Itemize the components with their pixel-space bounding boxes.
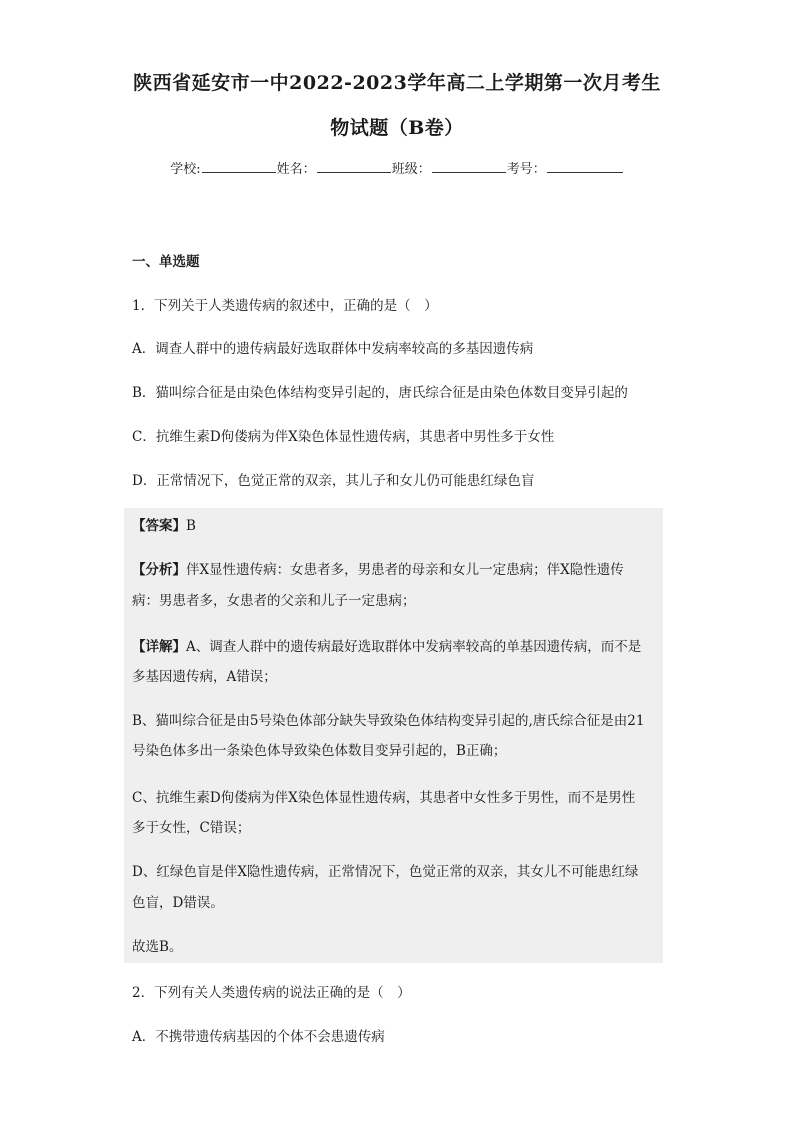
school-label: 学校: <box>170 162 201 177</box>
student-info-row <box>0 158 794 177</box>
detail-line-b2: 号染色体多出一条染色体导致染色体数目变异引起的，B正确； <box>132 743 507 759</box>
detail-label: 【详解】 <box>132 639 186 655</box>
analysis-line-1 <box>132 560 662 580</box>
detail-line-a2: 多基因遗传病，A错误； <box>132 669 277 685</box>
name-blank <box>317 160 391 173</box>
section-title: 一、单选题 <box>132 254 200 270</box>
name-label: 姓名： <box>276 162 316 177</box>
number-blank <box>547 160 623 173</box>
page-title-line2: 物试题（B卷） <box>330 117 464 139</box>
answer-line <box>132 516 662 536</box>
class-blank <box>432 160 506 173</box>
class-label: 班级： <box>391 162 431 177</box>
school-blank <box>202 160 276 173</box>
number-label: 考号： <box>506 162 546 177</box>
detail-line-d2: 色盲，D错误。 <box>132 895 224 911</box>
page-title-line1: 陕西省延安市一中2022-2023学年高二上学期第一次月考生 <box>133 72 661 94</box>
question-1-option-c: C．抗维生素D佝偻病为伴X染色体显性遗传病，其患者中男性多于女性 <box>132 429 555 445</box>
detail-line-c2: 多于女性，C错误； <box>132 820 251 836</box>
detail-line-c1: C、抗维生素D佝偻病为伴X染色体显性遗传病，其患者中女性多于男性，而不是男性 <box>132 790 636 806</box>
analysis-text-1: 伴X显性遗传病：女患者多，男患者的母亲和女儿一定患病；伴X隐性遗传 <box>186 562 624 578</box>
answer-value: B <box>186 518 196 534</box>
conclusion-line: 故选B。 <box>132 939 183 955</box>
question-2-stem: 2．下列有关人类遗传病的说法正确的是（ ） <box>132 985 411 1001</box>
question-1-option-d: D．正常情况下，色觉正常的双亲，其儿子和女儿仍可能患红绿色盲 <box>132 473 535 489</box>
answer-label: 【答案】 <box>132 518 186 534</box>
question-1-option-b: B．猫叫综合征是由染色体结构变异引起的，唐氏综合征是由染色体数目变异引起的 <box>132 385 628 401</box>
question-1-option-a: A．调查人群中的遗传病最好选取群体中发病率较高的多基因遗传病 <box>132 341 534 357</box>
question-2-option-a: A．不携带遗传病基因的个体不会患遗传病 <box>132 1029 385 1045</box>
detail-line-b1: B、猫叫综合征是由5号染色体部分缺失导致染色体结构变异引起的,唐氏综合征是由21 <box>132 713 645 729</box>
question-1-stem: 1．下列关于人类遗传病的叙述中，正确的是（ ） <box>132 298 438 314</box>
analysis-label: 【分析】 <box>132 562 186 578</box>
detail-a-text-1: A、调查人群中的遗传病最好选取群体中发病率较高的单基因遗传病，而不是 <box>186 639 642 655</box>
detail-line-a1 <box>132 637 662 657</box>
detail-line-d1: D、红绿色盲是伴X隐性遗传病，正常情况下，色觉正常的双亲，其女儿不可能患红绿 <box>132 864 639 880</box>
analysis-line-2: 病：男患者多，女患者的父亲和儿子一定患病； <box>132 593 416 609</box>
